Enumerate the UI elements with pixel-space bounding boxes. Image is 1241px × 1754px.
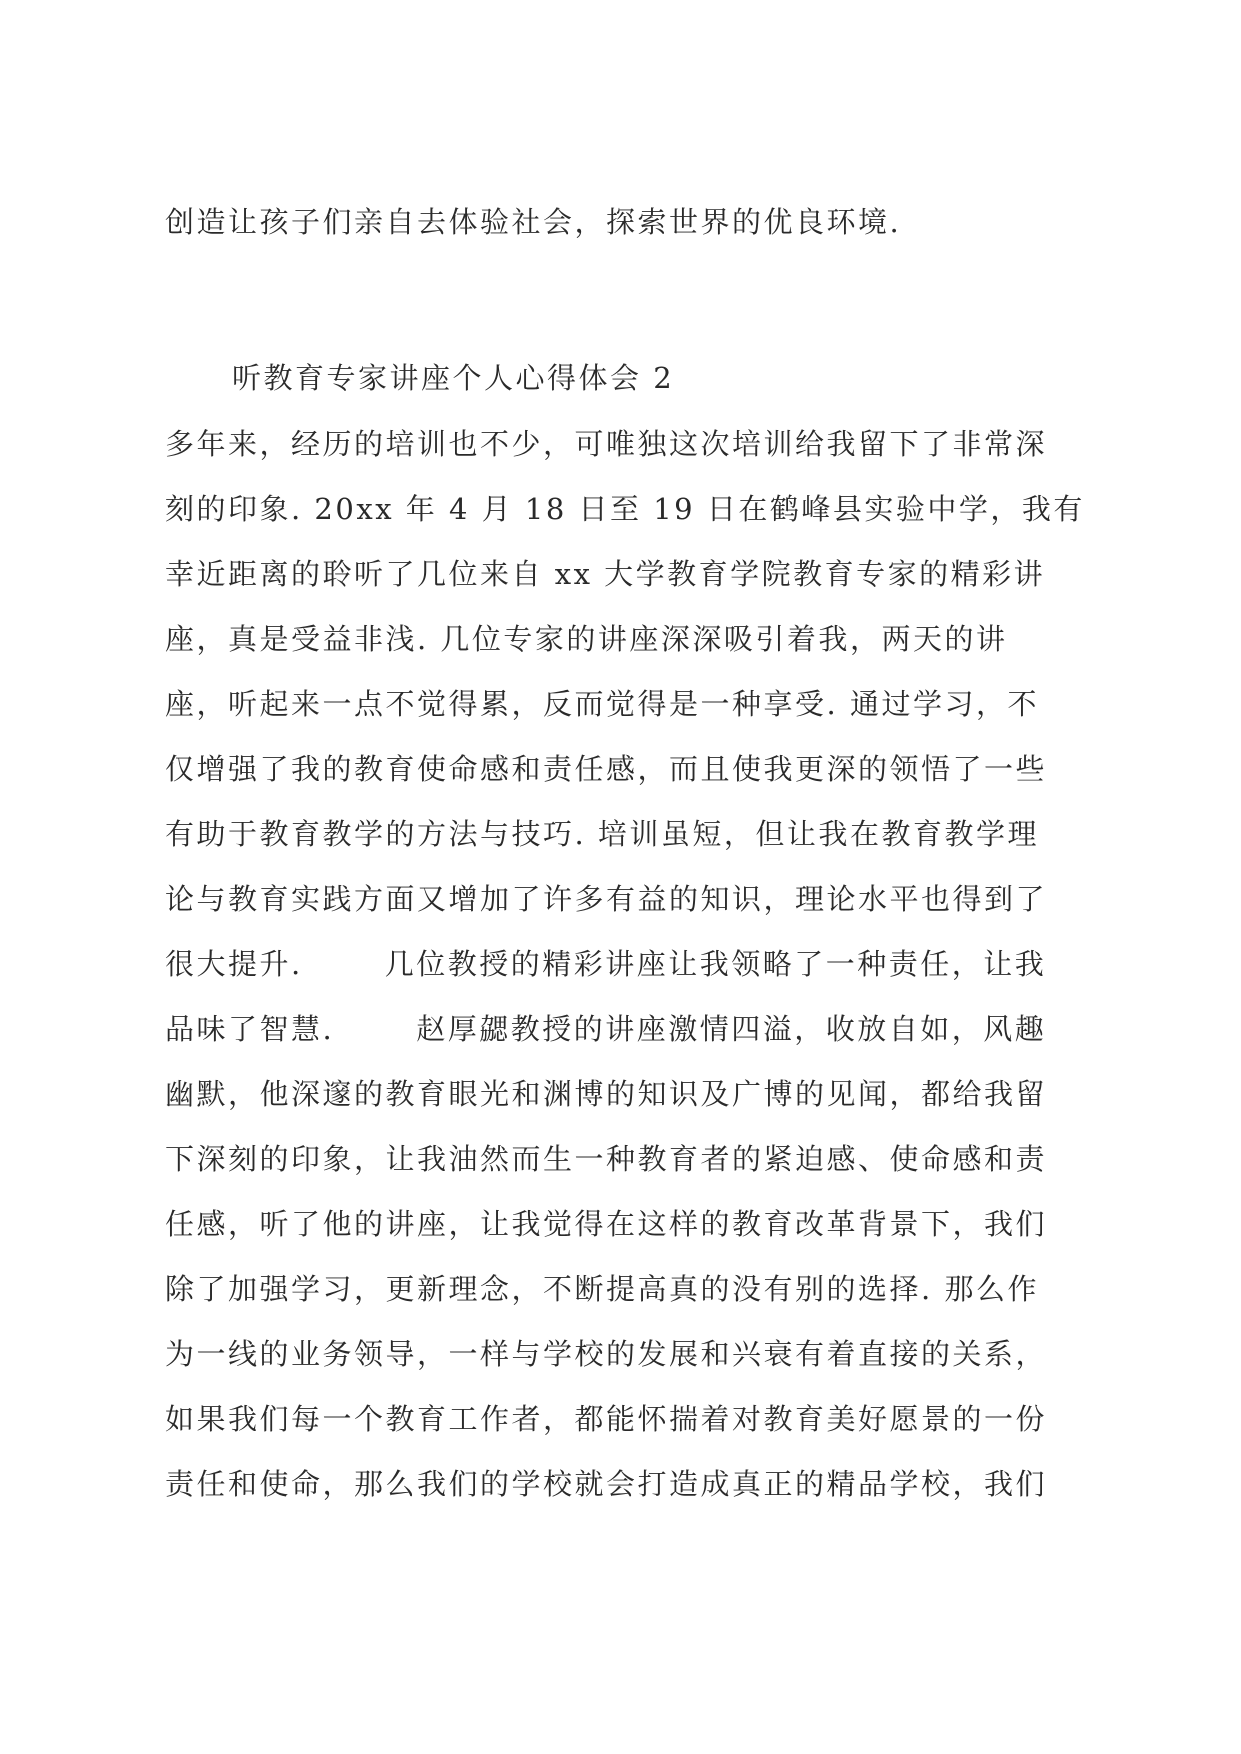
- body-line: 幽默，他深邃的教育眼光和渊博的知识及广博的见闻，都给我留: [165, 1077, 1048, 1111]
- body-line: 座，真是受益非浅. 几位专家的讲座深深吸引着我，两天的讲: [165, 622, 1008, 656]
- body-line: 如果我们每一个教育工作者，都能怀揣着对教育美好愿景的一份: [165, 1402, 1048, 1436]
- body-line: 任感，听了他的讲座，让我觉得在这样的教育改革背景下，我们: [165, 1207, 1048, 1241]
- body-line: 责任和使命，那么我们的学校就会打造成真正的精品学校，我们: [165, 1467, 1048, 1501]
- body-line: 仅增强了我的教育使命感和责任感，而且使我更深的领悟了一些: [165, 752, 1048, 786]
- body-line: 下深刻的印象，让我油然而生一种教育者的紧迫感、使命感和责: [165, 1142, 1048, 1176]
- intro-line: 创造让孩子们亲自去体验社会，探索世界的优良环境.: [165, 205, 902, 239]
- body-line: 多年来，经历的培训也不少，可唯独这次培训给我留下了非常深: [165, 427, 1048, 461]
- body-line: 论与教育实践方面又增加了许多有益的知识，理论水平也得到了: [165, 882, 1048, 916]
- body-line: 幸近距离的聆听了几位来自 xx 大学教育学院教育专家的精彩讲: [165, 557, 1046, 591]
- body-line: 很大提升. 几位教授的精彩讲座让我领略了一种责任，让我: [165, 947, 1047, 981]
- body-line: 除了加强学习，更新理念，不断提高真的没有别的选择. 那么作: [165, 1272, 1039, 1306]
- section-heading: 听教育专家讲座个人心得体会 2: [232, 361, 675, 395]
- body-line: 为一线的业务领导，一样与学校的发展和兴衰有着直接的关系，: [165, 1337, 1048, 1371]
- body-line: 品味了智慧. 赵厚勰教授的讲座激情四溢，收放自如，风趣: [165, 1012, 1047, 1046]
- body-line: 刻的印象. 20xx 年 4 月 18 日至 19 日在鹤峰县实验中学，我有: [165, 492, 1085, 526]
- body-line: 座，听起来一点不觉得累，反而觉得是一种享受. 通过学习，不: [165, 687, 1039, 721]
- body-line: 有助于教育教学的方法与技巧. 培训虽短，但让我在教育教学理: [165, 817, 1039, 851]
